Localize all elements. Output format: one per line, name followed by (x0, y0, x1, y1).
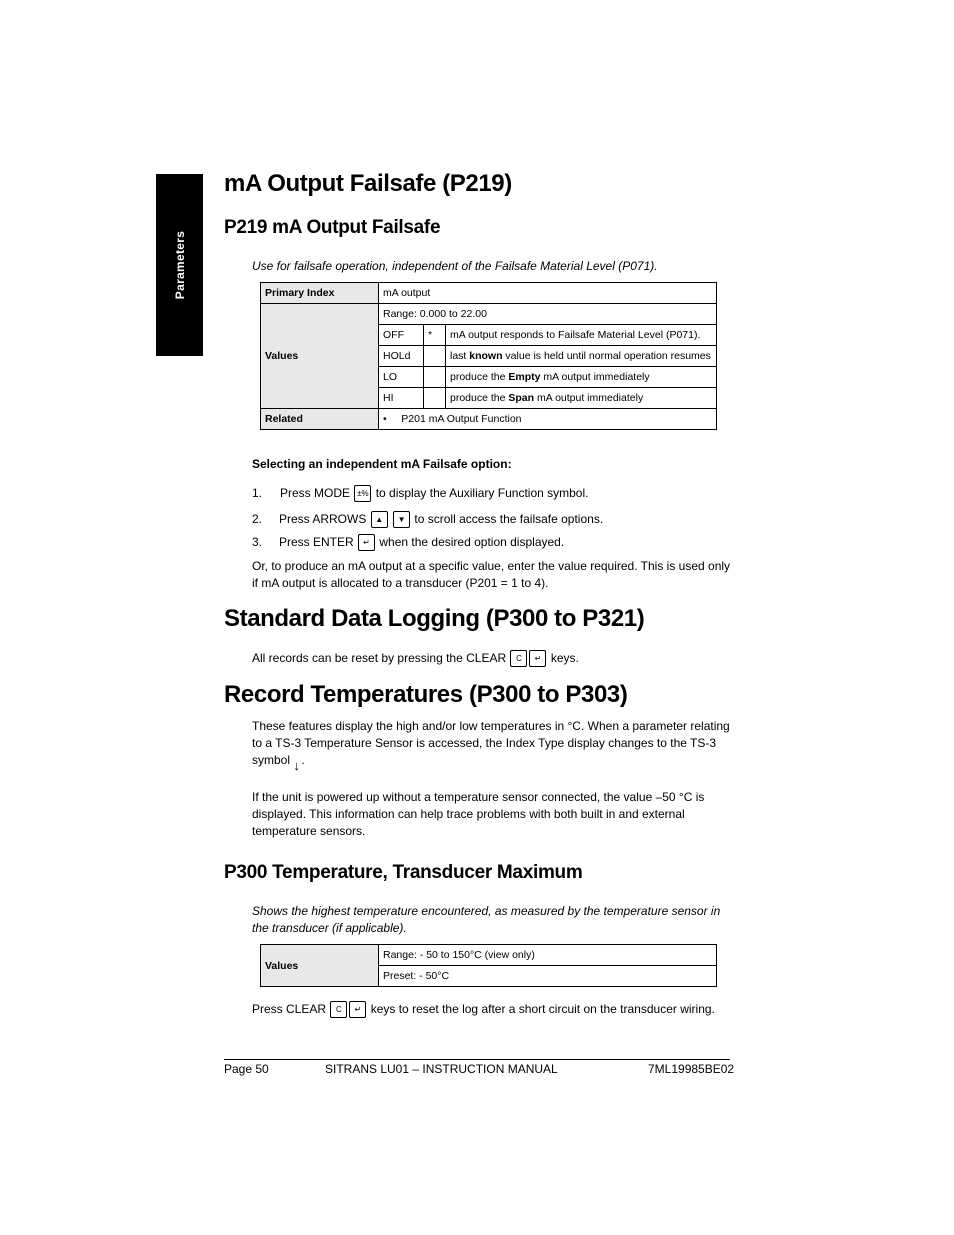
p219-intro: Use for failsafe operation, independent of the Failsafe Material Level (P071). (252, 259, 658, 273)
related-value: • P201 mA Output Function (379, 409, 717, 430)
step-2: 2. Press ARROWS ▲ ▼ to scroll access the failsafe options. (252, 511, 603, 528)
option-code: HOLd (379, 346, 424, 367)
step-3: 3. Press ENTER ↵ when the desired option displayed. (252, 534, 564, 551)
temperatures-paragraph-2: If the unit is powered up without a temperature sensor connected, the value –50 °C is displayed. This information can help trace problems with both built in and external temperature sensors. (252, 790, 705, 838)
subsection-title-p219: P219 mA Output Failsafe (224, 217, 441, 238)
or-paragraph: Or, to produce an mA output at a specific value, enter the value required. This is used only if mA output is allocated to a transducer (P201 = 1 to 4). (252, 559, 731, 590)
footer-page-number: Page 50 (224, 1062, 269, 1076)
clear-key-icon: C (330, 1001, 347, 1018)
related-label: Related (261, 409, 379, 430)
p300-intro: Shows the highest temperature encountered, as measured by the temperature sensor in the transducer (if applicable). (252, 904, 721, 935)
clear-key-icon: C (510, 650, 527, 667)
press-clear-text: Press CLEAR C ↵ keys to reset the log after a short circuit on the transducer wiring. (252, 1001, 715, 1018)
values-label: Values (261, 304, 379, 409)
option-code: HI (379, 388, 424, 409)
option-code: OFF (379, 325, 424, 346)
enter-key-icon: ↵ (529, 650, 546, 667)
footer-divider (224, 1059, 730, 1060)
down-arrow-key-icon: ▼ (393, 511, 410, 528)
selecting-heading: Selecting an independent mA Failsafe option: (252, 457, 512, 471)
up-arrow-key-icon: ▲ (371, 511, 388, 528)
values-label: Values (261, 945, 379, 987)
section-title-ma-failsafe: mA Output Failsafe (P219) (224, 170, 512, 197)
enter-key-icon: ↵ (349, 1001, 366, 1018)
footer-document-code: 7ML19985BE02 (648, 1062, 735, 1076)
step-1: 1. Press MODE ±% to display the Auxiliary Function symbol. (252, 485, 588, 502)
range-cell: Range: 0.000 to 22.00 (379, 304, 717, 325)
primary-index-value: mA output (379, 283, 717, 304)
preset-cell: Preset: - 50°C (379, 966, 717, 987)
side-tab-label: Parameters (172, 230, 187, 300)
p219-parameter-table (260, 282, 717, 430)
primary-index-label: Primary Index (261, 283, 379, 304)
mode-key-icon: ±% (354, 485, 371, 502)
option-default-star (424, 367, 446, 388)
enter-key-icon: ↵ (358, 534, 375, 551)
option-description: produce the Span mA output immediately (446, 388, 717, 409)
footer-manual-title: SITRANS LU01 – INSTRUCTION MANUAL (325, 1062, 558, 1076)
option-description: last known value is held until normal operation resumes (446, 346, 717, 367)
reset-records-text: All records can be reset by pressing the CLEAR C ↵ keys. (252, 650, 579, 667)
range-cell: Range: - 50 to 150°C (view only) (379, 945, 717, 966)
option-default-star: * (424, 325, 446, 346)
option-description: mA output responds to Failsafe Material Level (P071). (446, 325, 717, 346)
section-title-data-logging: Standard Data Logging (P300 to P321) (224, 605, 645, 632)
option-default-star (424, 388, 446, 409)
temperatures-paragraph-1: These features display the high and/or low temperatures in °C. When a parameter relating to a TS-3 Temperature Sensor is accessed, the Index Type display changes to the TS-3 symbol ↓ . (252, 719, 730, 773)
option-description: produce the Empty mA output immediately (446, 367, 717, 388)
subsection-title-p300: P300 Temperature, Transducer Maximum (224, 862, 583, 883)
option-default-star (424, 346, 446, 367)
section-title-record-temperatures: Record Temperatures (P300 to P303) (224, 681, 628, 708)
p300-parameter-table (260, 944, 717, 987)
side-tab (156, 174, 203, 356)
ts3-symbol-icon: ↓ (293, 758, 300, 773)
option-code: LO (379, 367, 424, 388)
